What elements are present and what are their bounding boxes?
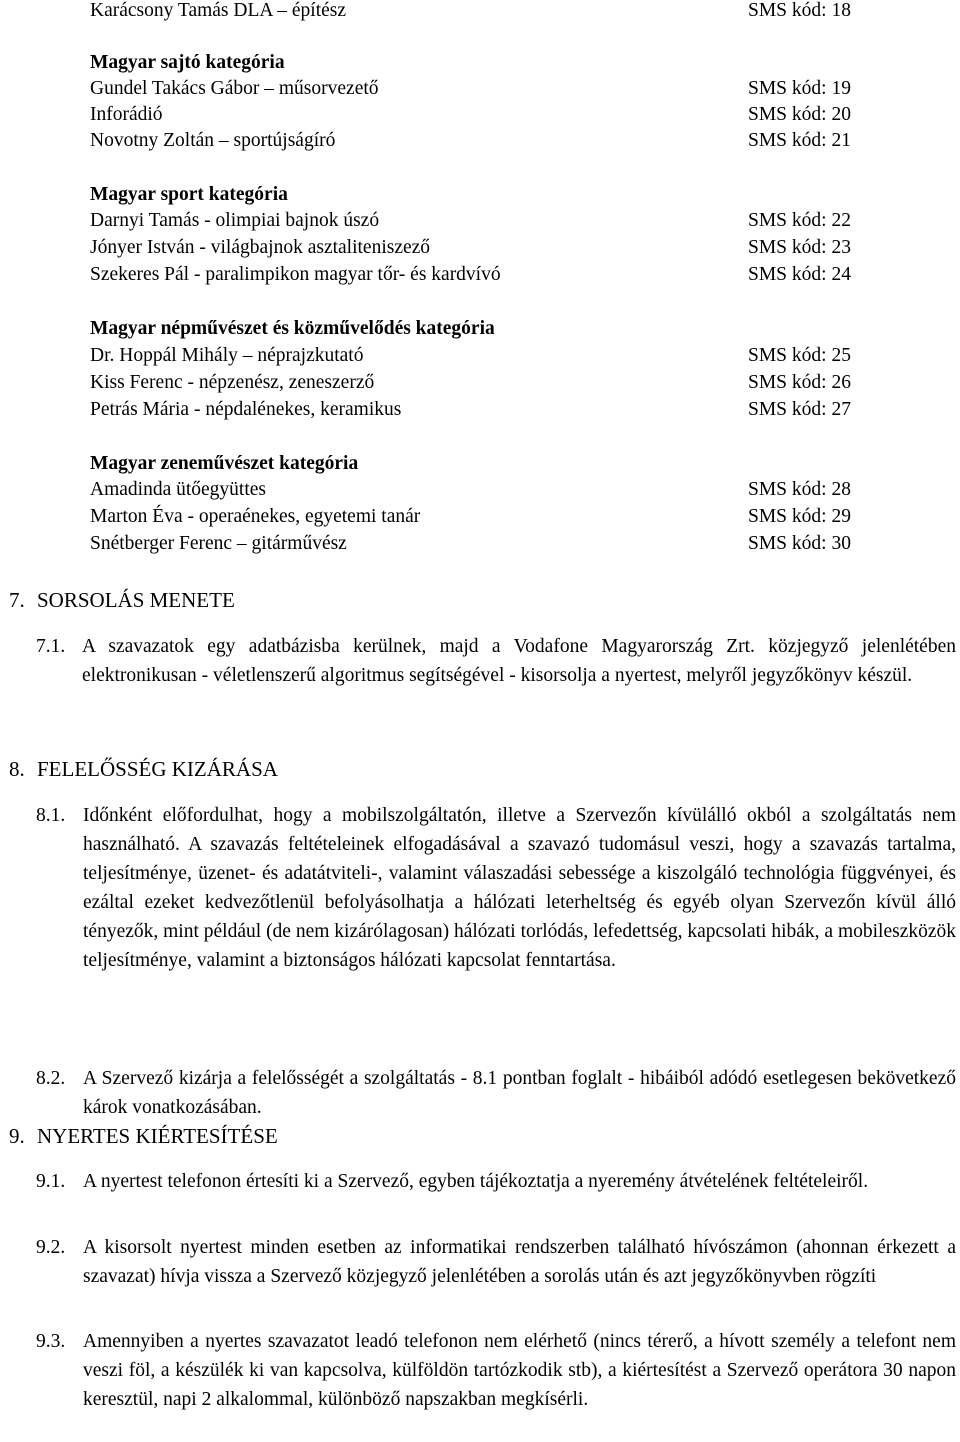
sms-code: SMS kód: 27 xyxy=(748,399,851,420)
sms-code: SMS kód: 22 xyxy=(748,210,851,231)
sms-code: SMS kód: 19 xyxy=(748,78,851,99)
section-title: FELELŐSSÉG KIZÁRÁSA xyxy=(37,757,278,781)
clause-text: A kisorsolt nyertest minden esetben az informatikai rendszerben található hívószámon (ahonnan érkezett a szavazat) hívja vissza a Szervező közjegyző jelenlétében a sorolás után és azt jegyzőkönyvben rögzíti xyxy=(83,1237,956,1287)
clause-number: 8.1. xyxy=(36,805,66,826)
section-heading xyxy=(9,755,278,783)
nominee-name: Novotny Zoltán – sportújságíró xyxy=(90,130,336,151)
clause-number: 7.1. xyxy=(36,636,66,657)
category-title: Magyar zeneművészet kategória xyxy=(90,453,359,474)
nominee-name: Petrás Mária - népdalénekes, keramikus xyxy=(90,399,402,420)
section-number: 8. xyxy=(9,757,25,781)
nominee-name: Szekeres Pál - paralimpikon magyar tőr- és kardvívó xyxy=(90,264,501,285)
sms-code: SMS kód: 21 xyxy=(748,130,851,151)
section-number: 9. xyxy=(9,1124,25,1148)
nominee-name: Jónyer István - világbajnok asztaliteniszező xyxy=(90,237,431,258)
nominee-row xyxy=(90,504,890,530)
nominee-row xyxy=(90,235,890,261)
sms-code: SMS kód: 30 xyxy=(748,533,851,554)
clause-text-content: A szavazatok egy adatbázisba kerülnek, majd a Vodafone Magyarország Zrt. közjegyző jelenlétében elektronikusan - véletlenszerű algoritmus segítségével - kisorsolja a nyertest, melyről jegyzőkönyv készül. xyxy=(82,636,956,686)
nominee-name: Kiss Ferenc - népzenész, zeneszerző xyxy=(90,372,375,393)
clause-text: A nyertest telefonon értesíti ki a Szervező, egyben tájékoztatja a nyeremény átvételének feltételeiről. xyxy=(83,1171,869,1192)
section-title: SORSOLÁS MENETE xyxy=(37,588,235,612)
sms-code: SMS kód: 25 xyxy=(748,345,851,366)
section-title: NYERTES KIÉRTESÍTÉSE xyxy=(37,1124,278,1148)
clause-number: 9.2. xyxy=(36,1237,66,1258)
section-heading xyxy=(9,1122,278,1150)
sms-code: SMS kód: 26 xyxy=(748,372,851,393)
sms-code: SMS kód: 18 xyxy=(748,0,851,21)
nominee-row xyxy=(90,531,890,557)
sms-code: SMS kód: 28 xyxy=(748,479,851,500)
nominee-row xyxy=(90,397,890,423)
section-number: 7. xyxy=(9,588,25,612)
nominee-row xyxy=(90,343,890,369)
clause-number: 9.3. xyxy=(36,1331,66,1352)
nominee-name: Marton Éva - operaénekes, egyetemi tanár xyxy=(90,506,421,527)
nominee-row xyxy=(90,128,890,154)
nominee-row xyxy=(90,102,890,128)
nominee-row xyxy=(90,208,890,234)
section-heading xyxy=(9,586,235,614)
clause-text: A Szervező kizárja a felelősségét a szolgáltatás - 8.1 pontban foglalt - hibáiból adódó esetlegesen bekövetkező károk vonatkozásában. xyxy=(83,1068,956,1118)
nominee-name: Karácsony Tamás DLA – építész xyxy=(90,0,347,21)
nominee-name: Amadinda ütőegyüttes xyxy=(90,479,267,500)
nominee-row xyxy=(90,370,890,396)
nominee-row xyxy=(90,262,890,288)
nominee-name: Dr. Hoppál Mihály – néprajzkutató xyxy=(90,345,364,366)
nominee-row xyxy=(90,0,890,24)
nominee-row xyxy=(90,477,890,503)
nominee-name: Inforádió xyxy=(90,104,163,125)
clause-number: 8.2. xyxy=(36,1068,66,1089)
sms-code: SMS kód: 29 xyxy=(748,506,851,527)
category-title: Magyar sajtó kategória xyxy=(90,52,285,73)
category-title: Magyar népművészet és közművelődés kategória xyxy=(90,318,495,339)
clause-text: Amennyiben a nyertes szavazatot leadó telefonon nem elérhető (nincs térerő, a hívott személy a telefont nem veszi föl, a készülék ki van kapcsolva, külföldön tartózkodik stb), a kiértesítést a Szervező operátora 30 napon keresztül, napi 2 alkalommal, különböző napszakban megkísérli. xyxy=(83,1331,956,1410)
nominee-row xyxy=(90,76,890,102)
sms-code: SMS kód: 20 xyxy=(748,104,851,125)
sms-code: SMS kód: 23 xyxy=(748,237,851,258)
nominee-name: Darnyi Tamás - olimpiai bajnok úszó xyxy=(90,210,380,231)
category-title: Magyar sport kategória xyxy=(90,184,288,205)
nominee-name: Gundel Takács Gábor – műsorvezető xyxy=(90,78,379,99)
clause-number: 9.1. xyxy=(36,1171,66,1192)
sms-code: SMS kód: 24 xyxy=(748,264,851,285)
nominee-name: Snétberger Ferenc – gitárművész xyxy=(90,533,347,554)
clause-text: Időnként előfordulhat, hogy a mobilszolgáltatón, illetve a Szervezőn kívülálló okból a szolgáltatás nem használható. A szavazás feltételeinek elfogadásával a szavazó tudomásul veszi, hogy a szavazás tartalma, teljesítménye, üzenet- és adatátviteli-, valamint válaszadási sebessége a kiszolgáló technológia függvényei, és ezáltal ezeket kedvezőtlenül befolyásolhatja a hálózati leterheltség és egyéb olyan Szervezőn kívül álló tényezők, mint például (de nem kizárólagosan) hálózati torlódás, lefedettség, kapcsolati hibák, a mobileszközök teljesítménye, valamint a biztonságos hálózati kapcsolat fenntartása. xyxy=(83,805,956,971)
clause-text xyxy=(82,632,956,690)
